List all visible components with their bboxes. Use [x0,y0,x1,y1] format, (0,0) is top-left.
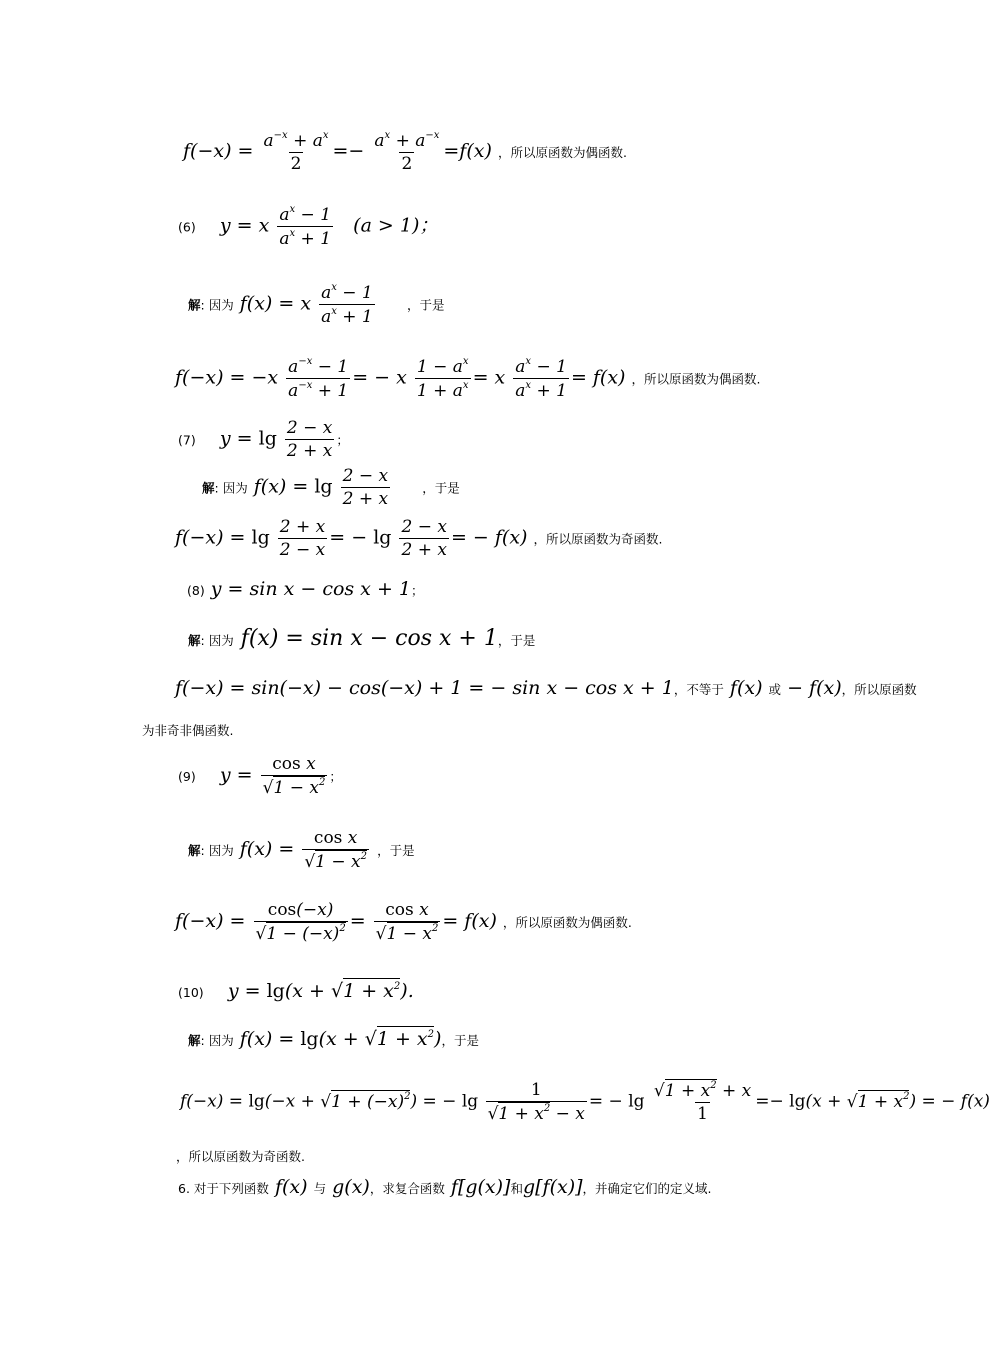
solution-pre: : 因为 [214,480,248,496]
thus-text: ，于是 [441,1033,479,1048]
solution-label: 解 [202,480,215,496]
solution-7-intro: 解: 因为 f(x) = lg $\frac{2 - x}{2 + x}$ ，于是 [202,466,460,509]
problem-10: (10) $y = \lg(x + √1 + x^2)$. [178,980,414,1002]
solution-10-intro: 解: 因为 $f(x) = \lg(x + √1 + x^2)$，于是 [188,1028,479,1050]
expression: f(−x) = sin(−x) − cos(−x) + 1 = − sin x − cos x + 1 [175,677,674,699]
text: 6. 对于下列函数 [178,1181,269,1196]
solution-label: 解 [188,1033,201,1048]
text: ，求复合函数 [369,1181,445,1196]
expression: g[f(x)] [522,1176,583,1198]
expression: g(x) [332,1176,370,1198]
text: 或 [768,682,782,697]
text: ，并确定它们的定义域. [582,1181,712,1196]
equation-line-1: f(−x) = $\frac{a^{-x} + a^x}{2}$ =− $\frac{a^x + a^{-x}}{2}$ =f(x) ，所以原函数为偶函数. [183,130,627,174]
problem-9: (9) y = $\frac{\text{cos x}}{√1 - x^2}$ ； [178,754,342,798]
solution-pre: : 因为 [200,1033,234,1048]
text: ，不等于 [673,682,724,697]
thus-text: ，于是 [422,480,460,496]
semicolon: ； [329,769,342,784]
thus-text: ，于是 [406,297,445,313]
problem-6-heading [178,1176,712,1198]
equation-line-14: f(−x) = $\frac{\cos(-x)}{√1 - (-x)^2}$ = $\frac{\text{cos x}}{√1 - x^2}$ = f(x) ，所以原函数为偶函数. [175,900,632,944]
equation-line-4: f(−x) = −x $\frac{a^{-x} - 1}{a^{-x} + 1}$ = − x $\frac{1 - a^x}{1 + a^x}$ = x $\frac{a^x - 1}{a^x + 1}$ = f(x) ，所以原函数为偶函数. [175,356,761,401]
thus-text: ，于是 [497,633,536,648]
semicolon: ； [336,432,349,448]
period: . [407,980,414,1002]
problem-7: (7) y = lg $\frac{2 - x}{2 + x}$ ； [178,418,349,461]
problem-number: (7) [178,432,196,448]
text: 与 [313,1181,327,1196]
conclusion-text: ，所以原函数为奇函数. [176,1149,305,1164]
expression: f(x) [729,677,763,699]
solution-label: 解 [188,297,201,313]
text-line-18 [176,1144,305,1166]
solution-pre: : 因为 [200,843,234,858]
conclusion-text: ，所以原函数为偶函数. [631,371,761,387]
problem-8 [187,578,424,600]
conclusion-text: ，所以原函数为偶函数. [497,145,627,160]
expression: − f(x) [787,677,842,699]
solution-9-intro: 解: 因为 f(x) = $\frac{\text{cos x}}{√1 - x^2}$ ，于是 [188,828,415,872]
solution-8-intro [188,626,535,651]
thus-text: ，于是 [377,843,415,858]
solution-label: 解 [188,633,201,648]
equation-line-7: f(−x) = lg $\frac{2 + x}{2 - x}$ = − lg $\frac{2 - x}{2 + x}$ = − f(x) ，所以原函数为奇函数. [175,517,663,560]
condition: (a > 1)； [353,214,439,237]
equation-line-17: $f(-x) = \lg(-x + √1 + (-x)^2)$ = − lg $\frac{1}{√1 + x^2 - x}$ = − lg $\frac{√1 + x^2 + x}{1}$ =− $\lg(x + √1 + x^2)$ = − f(x) [180,1080,990,1124]
semicolon: ； [411,583,424,598]
expression: f(x) [274,1176,308,1198]
solution-pre: : 因为 [200,297,234,313]
problem-number: (8) [187,583,205,598]
expression: y = sin x − cos x + 1 [210,578,411,600]
conclusion-text: ，所以原函数为偶函数. [502,915,632,930]
solution-label: 解 [188,843,201,858]
expression: f[g(x)] [450,1176,511,1198]
solution-6-intro: 解: 因为 f(x) = x $\frac{a^x - 1}{a^x + 1}$ ，于是 [188,282,445,327]
problem-number: (6) [178,219,196,235]
text: 和 [510,1181,523,1196]
problem-6: (6) y = x $\frac{a^x - 1}{a^x + 1}$ (a > 1)； [178,204,439,249]
equation-line-10 [175,677,917,699]
problem-number: (9) [178,769,196,784]
text: ，所以原函数 [841,682,917,697]
problem-number: (10) [178,985,204,1000]
conclusion-text: 为非奇非偶函数. [142,723,234,738]
solution-pre: : 因为 [200,633,234,648]
text-line-11 [142,718,233,740]
expression: f(x) = sin x − cos x + 1 [240,626,498,651]
conclusion-text: ，所以原函数为奇函数. [533,531,663,547]
